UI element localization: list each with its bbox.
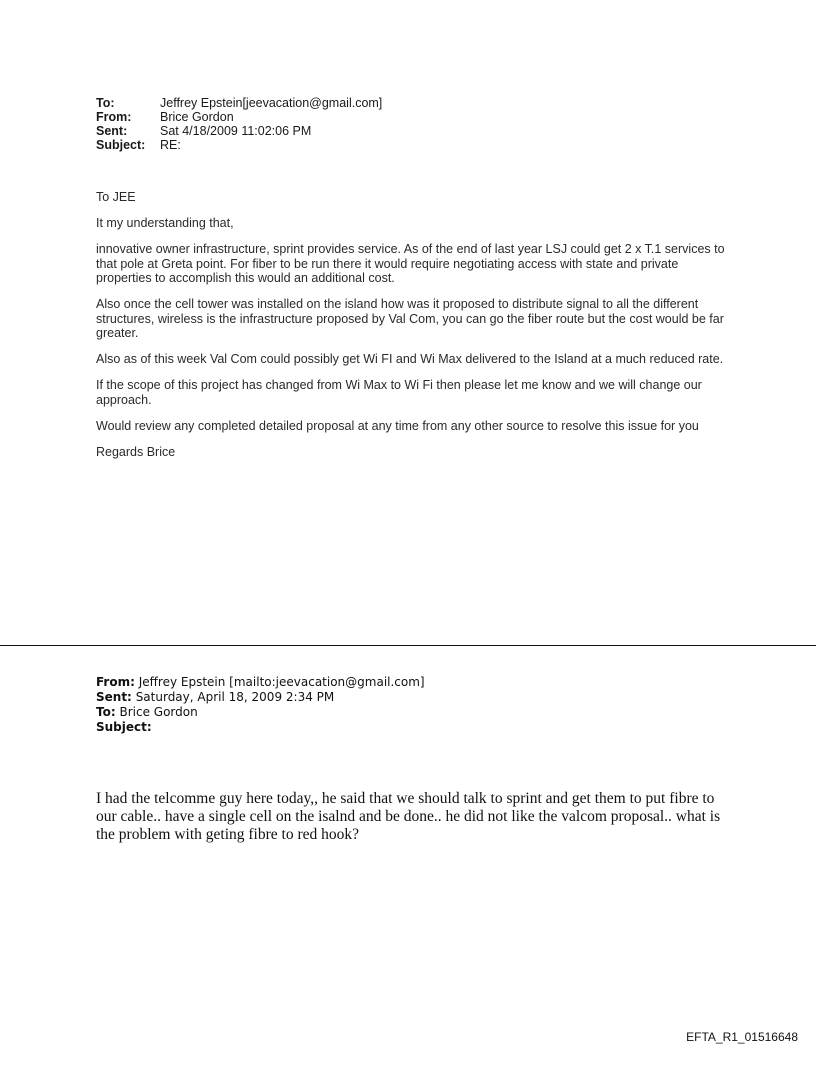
body-paragraph: innovative owner infrastructure, sprint provides service. As of the end of last year LSJ could get 2 x T.1 services to that pole at Greta point. For fiber to be run there it would require negotiating access with state and private properties to accomplish this would an additional cost. <box>96 242 725 285</box>
sent-label: Sent: <box>96 124 128 138</box>
quoted-sent-label: Sent: <box>96 690 132 704</box>
quoted-to-value: Brice Gordon <box>119 705 198 719</box>
from-label: From: <box>96 110 132 124</box>
header-to-row <box>96 96 382 110</box>
subject-label: Subject: <box>96 138 146 152</box>
to-label: To: <box>96 96 115 110</box>
to-value: Jeffrey Epstein[jeevacation@gmail.com] <box>160 96 383 110</box>
document-id: EFTA_R1_01516648 <box>686 1030 798 1044</box>
sent-value: Sat 4/18/2009 11:02:06 PM <box>160 124 312 138</box>
quoted-from-label: From: <box>96 675 135 689</box>
greeting: To JEE <box>96 190 136 204</box>
body-paragraph: If the scope of this project has changed from Wi Max to Wi Fi then please let me know and we will change our approach. <box>96 378 702 407</box>
quoted-to-row <box>96 705 425 720</box>
quoted-subject-label: Subject: <box>96 720 152 734</box>
quoted-sent-value: Saturday, April 18, 2009 2:34 PM <box>135 690 335 704</box>
email-header <box>96 96 382 152</box>
header-sent-row <box>96 124 382 138</box>
quoted-sent-row <box>96 690 425 705</box>
body-paragraph: It my understanding that, <box>96 216 234 230</box>
body-paragraph: Also as of this week Val Com could possibly get Wi FI and Wi Max delivered to the Island at a much reduced rate. <box>96 352 724 366</box>
quoted-from-row <box>96 675 425 690</box>
header-subject-row <box>96 138 382 152</box>
quoted-subject-row <box>96 720 425 735</box>
quoted-message: I had the telcomme guy here today,, he said that we should talk to sprint and get them to put fibre to our cable.. have a single cell on the isalnd and be done.. he did not like the valcom proposal.. what is the problem with geting fibre to red hook? <box>96 790 721 843</box>
header-from-row <box>96 110 382 124</box>
signoff: Regards Brice <box>96 444 176 459</box>
quoted-header <box>96 675 425 735</box>
message-divider <box>0 645 816 646</box>
body-paragraph: Would review any completed detailed proposal at any time from any other source to resolve this issue for you <box>96 418 699 433</box>
body-paragraph: Also once the cell tower was installed on the island how was it proposed to distribute signal to all the different structures, wireless is the infrastructure proposed by Val Com, you can go the fiber route but the cost would be far greater. <box>96 297 724 340</box>
subject-value: RE: <box>160 138 181 152</box>
from-value: Brice Gordon <box>160 110 234 124</box>
quoted-to-label: To: <box>96 705 116 719</box>
quoted-from-value: Jeffrey Epstein [mailto:jeevacation@gmail.com] <box>138 675 425 689</box>
email-body <box>96 190 728 471</box>
